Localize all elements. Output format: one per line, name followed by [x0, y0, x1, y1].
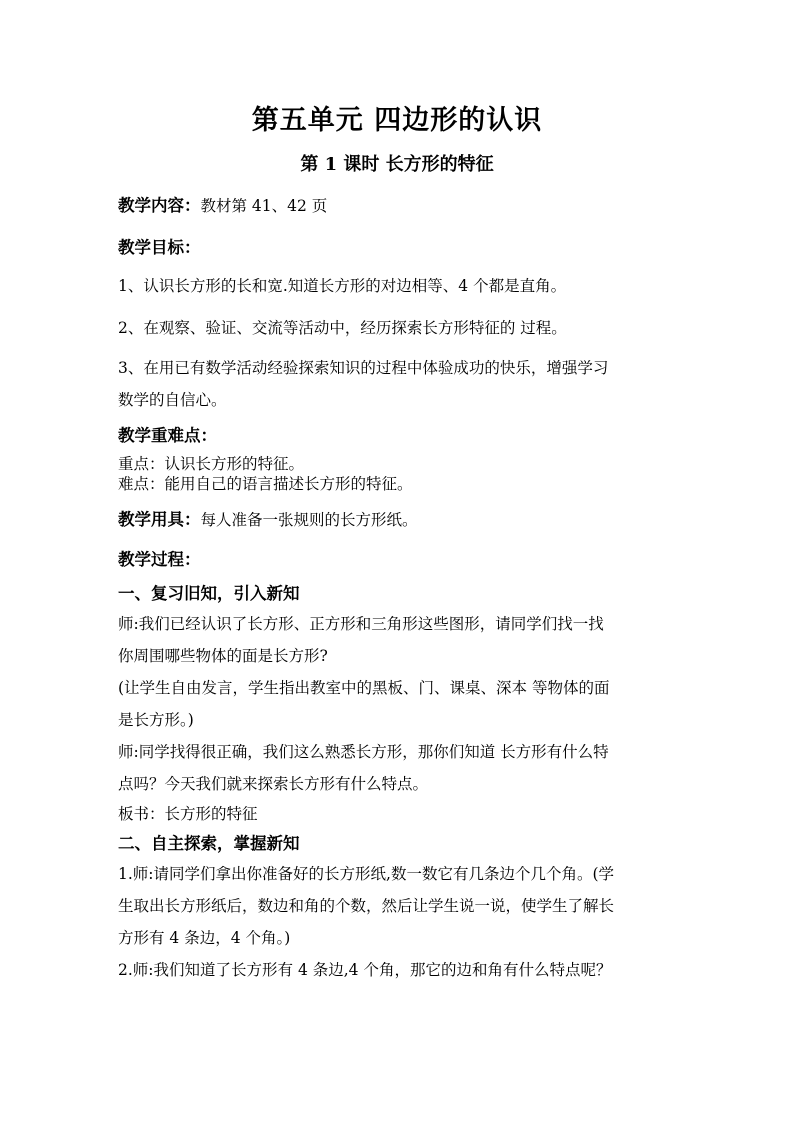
process-heading: 教学过程：	[118, 550, 201, 569]
section-heading: 一、复习旧知，引入新知	[118, 584, 300, 603]
content-label: 教学内容：	[118, 196, 201, 215]
content-text: 教材第 41、42 页	[200, 197, 328, 215]
lesson-subtitle: 第 1 课时 长方形的特征	[300, 154, 494, 175]
key-point: 难点：能用自己的语言描述长方形的特征。	[118, 475, 413, 493]
goal-item: 2、在观察、验证、交流等活动中，经历探索长方形特征的 过程。	[118, 319, 567, 337]
paragraph-line: 板书：长方形的特征	[118, 805, 258, 823]
content-line	[118, 192, 327, 216]
key-heading: 教学重难点：	[118, 426, 217, 445]
paragraph-line: 方形有 4 条边，4 个角。)	[118, 929, 291, 947]
paragraph-line: 点吗？今天我们就来探索长方形有什么特点。	[118, 775, 429, 793]
tools-line	[118, 506, 418, 530]
goals-heading: 教学目标：	[118, 238, 201, 257]
paragraph-line: 生取出长方形纸后，数边和角的个数，然后让学生说一说，使学生了解长	[118, 897, 615, 915]
tools-text: 每人准备一张规则的长方形纸。	[200, 511, 418, 529]
paragraph-line: 是长方形。)	[118, 711, 194, 729]
paragraph-line: 师:我们已经认识了长方形、正方形和三角形这些图形，请同学们找一找	[118, 615, 604, 633]
goal-item: 数学的自信心。	[118, 391, 227, 409]
paragraph-line: 2.师:我们知道了长方形有 4 条边,4 个角，那它的边和角有什么特点呢？	[118, 961, 612, 979]
paragraph-line: 师:同学找得很正确，我们这么熟悉长方形，那你们知道 长方形有什么特	[118, 743, 609, 761]
tools-label: 教学用具：	[118, 510, 201, 529]
goal-item: 1、认识长方形的长和宽.知道长方形的对边相等、4 个都是直角。	[118, 277, 567, 295]
goal-item: 3、在用已有数学活动经验探索知识的过程中体验成功的快乐，增强学习	[118, 359, 609, 377]
paragraph-line: (让学生自由发言，学生指出教室中的黑板、门、课桌、深本 等物体的面	[118, 679, 610, 697]
key-point: 重点：认识长方形的特征。	[118, 455, 305, 473]
section-heading: 二、自主探索，掌握新知	[118, 834, 300, 853]
paragraph-line: 你周围哪些物体的面是长方形?	[118, 647, 328, 665]
page-title: 第五单元 四边形的认识	[251, 105, 543, 136]
paragraph-line: 1.师:请同学们拿出你准备好的长方形纸,数一数它有几条边个几个角。(学	[118, 865, 614, 883]
